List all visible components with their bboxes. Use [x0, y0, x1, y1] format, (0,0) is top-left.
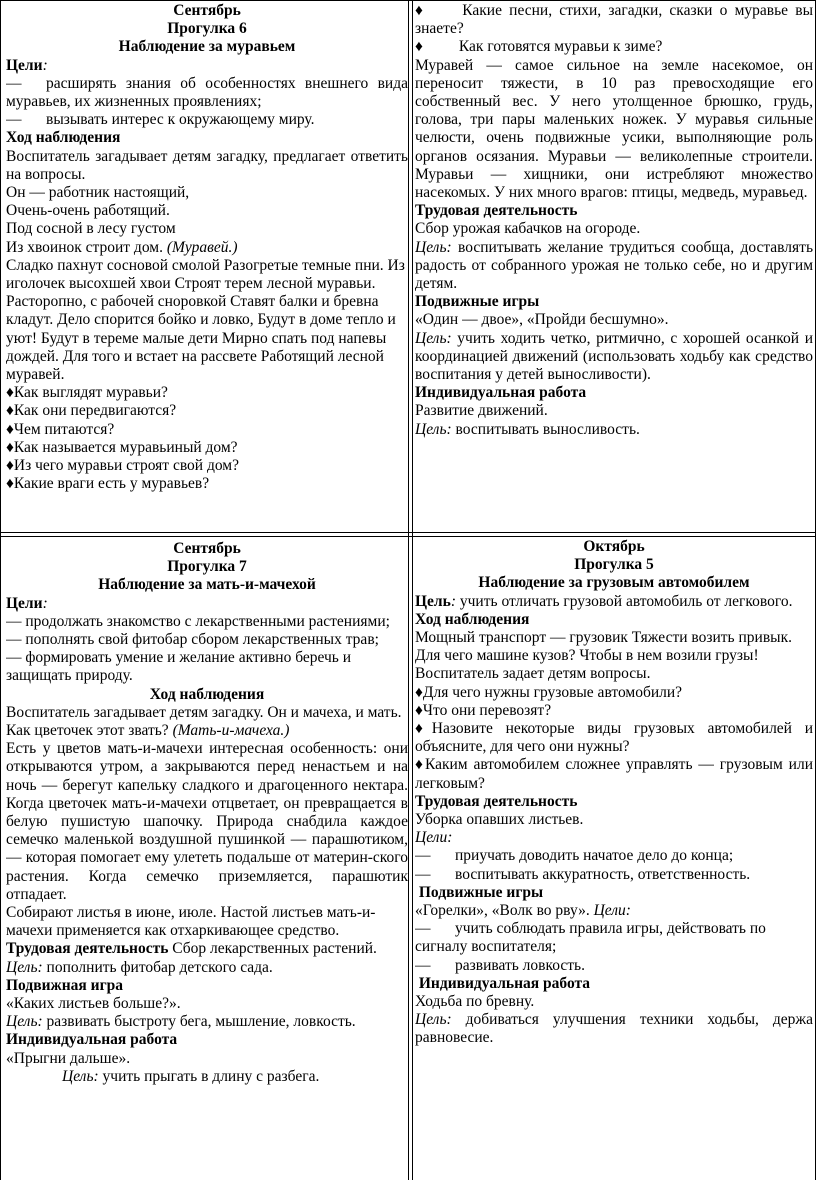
walk5-labor-goal: — приучать доводить начатое дело до конца;	[415, 847, 734, 865]
walk7-labor-label: Трудовая деятельность	[6, 940, 169, 958]
walk5-goal-word: Цель:	[415, 1011, 452, 1029]
walk6-question: ♦Какие враги есть у муравьев?	[6, 475, 210, 493]
walk7-goal-word: Цель:	[6, 1013, 43, 1031]
walk6-riddle-line: Из хвоинок строит дом.	[6, 238, 167, 256]
walk5-goals-word: Цели:	[593, 902, 631, 920]
walk6-goals-label: Цели	[6, 56, 43, 74]
walk7-goal-word: Цель:	[6, 958, 43, 976]
walk7-course-label: Ход наблюдения	[149, 685, 265, 703]
walk5-question: ♦Для чего нужны грузовые автомобили?	[415, 683, 683, 701]
walk6-cell	[6, 2, 408, 528]
walk6-question: ♦Чем питаются?	[6, 420, 115, 438]
walk6-question: ♦Как они передвигаются?	[6, 402, 177, 420]
walk7-indiv-label: Индивидуальная работа	[6, 1031, 178, 1049]
walk5-indiv-label: Индивидуальная работа	[415, 974, 591, 992]
walk6-games: «Один — двое», «Пройди бесшумно».	[415, 311, 669, 329]
diamond-icon: ♦	[6, 384, 14, 402]
walk6-cont-cell	[415, 2, 813, 528]
walk7-goals-colon: :	[42, 594, 48, 612]
walk6-labor-label: Трудовая деятельность	[415, 202, 578, 220]
walk6-riddle-line: Очень-очень работящий.	[6, 202, 170, 220]
walk7-game-label: Подвижная игра	[6, 976, 124, 994]
walk5-month: Октябрь	[583, 538, 645, 555]
walk5-title: Наблюдение за грузовым автомобилем	[478, 574, 750, 592]
walk7-text: Есть у цветов мать-и-мачехи интересная особенность: они открываются утром, а закрываются перед ненастьем и на ночь — берегут капельку сладкого и драгоценного нектара. Когда цветочек мать-и-мачехи отцветает, он превращается в белую пушистую шапочку. Природа снабдила каждое семечко маленькой воздушной пушинкой — парашютиком, — которая помогает ему улететь подальше от материн-ского растения. Когда семечко приземляется, парашютик отпадает.	[6, 740, 408, 903]
walk5-games-goal: — развивать ловкость.	[415, 956, 585, 974]
walk6-question: ♦Как выглядят муравьи?	[6, 384, 168, 402]
walk6-riddle-line: Под сосной в лесу густом	[6, 220, 176, 238]
walk6-question: ♦Как называется муравьиный дом?	[6, 438, 238, 456]
walk6-month: Сентябрь	[173, 2, 241, 19]
walk6-goal-item: — расширять знания об особенностях внешнего вида муравьев, их жизненных проявлениях;	[6, 74, 408, 111]
walk7-answer: (Мать-и-мачеха.)	[172, 722, 290, 740]
walk6-poem: Сладко пахнут сосновой смолой Разогретые темные пни. Из иголочек высохшей хвои Строят терем лесной муравьи. Расторопно, с рабочей сноровкой Ставят балки и бревна кладут. Дело спорится бойко и ловко, Будут в доме тепло и уют! Будут в тереме малые дети Мирно спать под напевы дождей. Для того и встает на рассвете Работящий лесной муравей.	[6, 256, 405, 384]
walk5-labor-goal: — воспитывать аккуратность, ответственность.	[415, 865, 751, 883]
walk6-walk: Прогулка 6	[167, 20, 247, 38]
walk5-question: ♦Назовите некоторые виды грузовых автомобилей и объясните, для чего они нужны?	[415, 720, 813, 756]
grid-line	[412, 0, 413, 1180]
walk5-cell	[415, 538, 813, 1180]
walk5-walk: Прогулка 5	[574, 556, 654, 574]
walk5-labor-label: Трудовая деятельность	[415, 792, 578, 810]
grid-line	[408, 0, 409, 1180]
walk7-game-goal: развивать быстроту бега, мышление, ловкость.	[46, 1013, 356, 1031]
walk7-labor-goal: пополнить фитобар детского сада.	[46, 958, 273, 976]
walk5-games-goal: — учить соблюдать правила игры, действовать по сигналу воспитателя;	[415, 920, 766, 956]
walk6-indiv-goal: воспитывать выносливость.	[455, 420, 640, 438]
walk5-riddle: Мощный транспорт — грузовик Тяжести возить привык. Для чего машине кузов? Чтобы в нем возили грузы!	[415, 629, 792, 665]
walk6-games-goal: учить ходить четко, ритмично, с хорошей осанкой и координацией движений (использовать ходьбу как средство воспитания у детей выносливости).	[415, 329, 813, 384]
walk5-course-label: Ход наблюдения	[415, 610, 530, 628]
walk7-cell	[6, 540, 408, 1180]
walk7-game: «Каких листьев больше?».	[6, 995, 181, 1013]
walk6-games-label: Подвижные игры	[415, 293, 540, 311]
walk5-goal-label: Цель	[415, 592, 451, 610]
walk5-games-label: Подвижные игры	[415, 883, 544, 901]
walk6-goal-word: Цель:	[415, 329, 452, 347]
walk6-facts: Муравей — самое сильное на земле насекомое, он переносит тяжести, в 10 раз превосходящие его собственный вес. У него утолщенное брюшко, грудь, голова, три пары маленьких ножек. У муравья сильные челюсти, очень подвижные усики, выполняющие роль органов осязания. Муравьи — великолепные строители. Муравьи — хищники, они истребляют множество насекомых. У них много врагов: птицы, медведь, муравьед.	[415, 56, 813, 202]
walk5-goal: учить отличать грузовой автомобиль от легкового.	[459, 592, 793, 610]
walk7-goal-item: — продолжать знакомство с лекарственными растениями;	[6, 612, 390, 630]
walk6-question: ♦Из чего муравьи строят свой дом?	[6, 457, 239, 475]
walk7-goal-word: Цель:	[62, 1067, 99, 1085]
walk6-question: ♦ Как готовятся муравьи к зиме?	[415, 38, 663, 56]
grid-line	[0, 0, 1, 1180]
diamond-icon: ♦	[6, 402, 14, 420]
walk6-labor-goal: воспитывать желание трудиться сообща, доставлять радость от собранного урожая не только себе, но и другим детям.	[415, 238, 813, 293]
walk7-goal-item: — формировать умение и желание активно беречь и защищать природу.	[6, 649, 352, 685]
walk7-indiv-goal: учить прыгать в длину с разбега.	[102, 1067, 320, 1085]
walk7-intro: Воспитатель загадывает детям загадку. Он и мачеха, и мать.	[6, 703, 402, 721]
walk7-month: Сентябрь	[173, 540, 241, 557]
walk5-question: ♦Каким автомобилем сложнее управлять — грузовым или легковым?	[415, 756, 813, 792]
walk6-goal-item: — вызывать интерес к окружающему миру.	[6, 111, 315, 129]
diamond-icon: ♦	[415, 720, 432, 738]
walk5-labor: Уборка опавших листьев.	[415, 811, 584, 829]
walk5-indiv: Ходьба по бревну.	[415, 993, 535, 1011]
diamond-icon: ♦	[6, 420, 14, 438]
walk5-intro: Воспитатель задает детям вопросы.	[415, 665, 651, 683]
walk7-labor: Сбор лекарственных растений.	[168, 940, 377, 958]
walk7-goal-item: — пополнять свой фитобар сбором лекарственных трав;	[6, 631, 379, 649]
walk5-games: «Горелки», «Волк во рву».	[415, 902, 594, 920]
walk6-riddle-line: Он — работник настоящий,	[6, 184, 190, 202]
walk6-title: Наблюдение за муравьем	[118, 38, 296, 56]
walk6-goal-word: Цель:	[415, 420, 452, 438]
diamond-icon: ♦	[6, 438, 14, 456]
walk6-goals-colon: :	[42, 56, 48, 74]
walk7-text: Собирают листья в июне, июле. Настой листьев мать-и-мачехи применяется как отхаркивающее средство.	[6, 904, 376, 940]
walk6-labor: Сбор урожая кабачков на огороде.	[415, 220, 641, 238]
walk6-question: ♦ Какие песни, стихи, загадки, сказки о муравье вы знаете?	[415, 2, 813, 38]
diamond-icon: ♦	[415, 2, 427, 19]
diamond-icon: ♦	[6, 475, 14, 493]
walk5-indiv-goal: добиваться улучшения техники ходьбы, держа равновесие.	[415, 1011, 813, 1047]
diamond-icon: ♦	[415, 683, 423, 701]
walk5-goal-colon: :	[450, 592, 457, 610]
walk7-riddle: Как цветочек этот звать?	[6, 722, 173, 740]
diamond-icon: ♦	[415, 38, 423, 56]
diamond-icon: ♦	[6, 457, 14, 475]
walk6-indiv-label: Индивидуальная работа	[415, 384, 587, 402]
walk6-course-label: Ход наблюдения	[6, 129, 121, 147]
diamond-icon: ♦	[415, 701, 423, 719]
walk6-intro: Воспитатель загадывает детям загадку, предлагает ответить на вопросы.	[6, 147, 408, 183]
walk7-walk: Прогулка 7	[167, 558, 247, 576]
walk6-answer: (Муравей.)	[166, 238, 238, 256]
walk7-indiv: «Прыгни дальше».	[6, 1049, 131, 1067]
walk5-question: ♦Что они перевозят?	[415, 701, 552, 719]
walk7-title: Наблюдение за мать-и-мачехой	[98, 576, 316, 594]
walk6-indiv: Развитие движений.	[415, 402, 548, 420]
walk5-goals-word: Цели:	[415, 829, 453, 847]
walk7-goals-label: Цели	[6, 594, 43, 612]
walk6-goal-word: Цель:	[415, 238, 452, 256]
diamond-icon: ♦	[415, 756, 425, 774]
